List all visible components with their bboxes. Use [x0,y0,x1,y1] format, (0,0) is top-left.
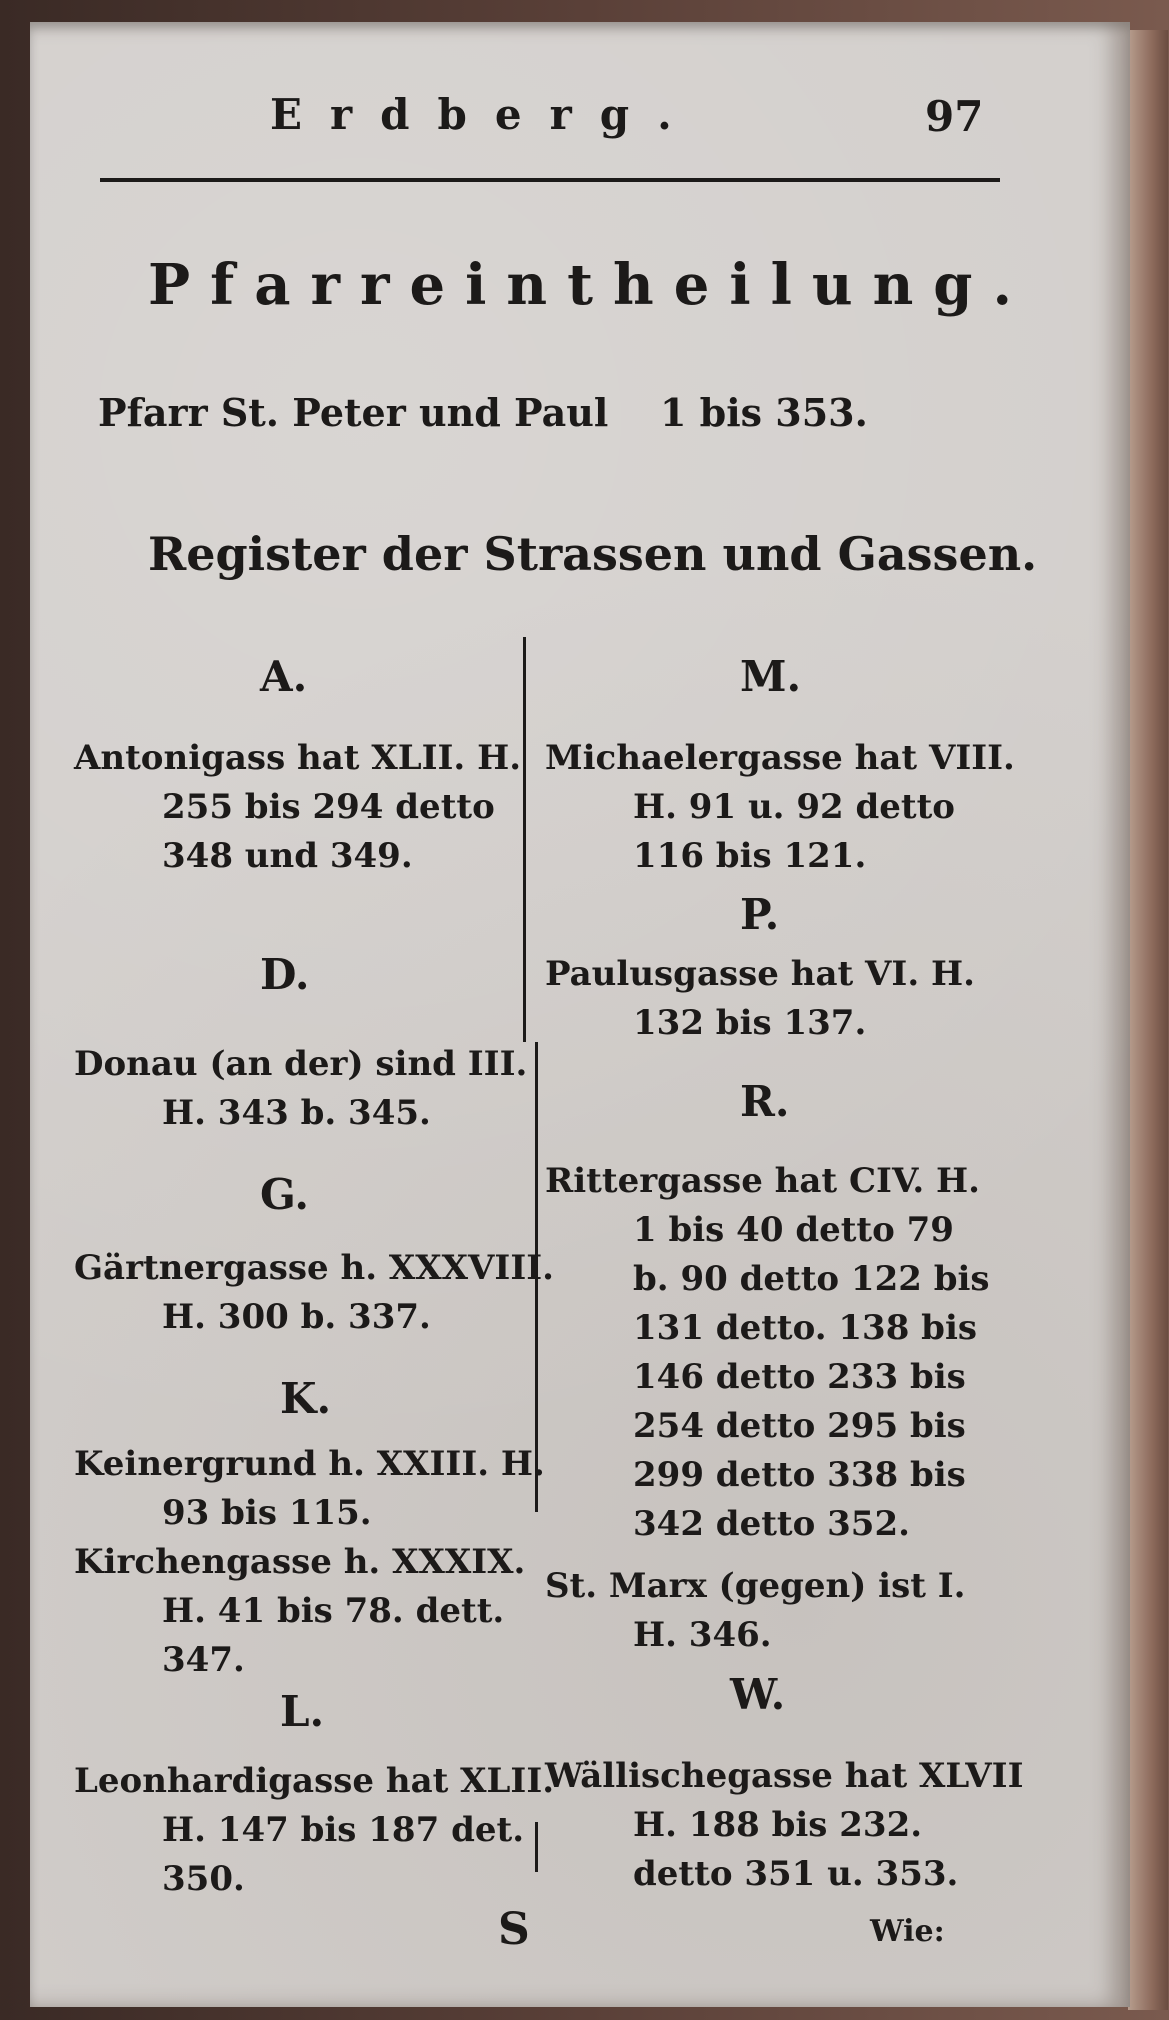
entry-line: Leonhardigasse hat XLII. [74,1761,555,1801]
entry-line: Kirchengasse h. XXXIX. [74,1542,526,1582]
signature-mark: S [498,1904,530,1955]
entry-line: H. 300 b. 337. [162,1297,431,1337]
section-letter-g: G. [260,1170,309,1219]
entry-line: H. 41 bis 78. dett. [162,1591,505,1631]
entry-line: Rittergasse hat CIV. H. [545,1161,981,1201]
entry-paulusgasse [545,950,975,1048]
entry-line: Paulusgasse hat VI. H. [545,954,975,994]
entry-gaertnergasse [74,1244,554,1342]
entry-line: 254 detto 295 bis [633,1406,966,1446]
section-letter-l: L. [280,1687,325,1736]
entry-donau [74,1040,527,1138]
entry-line: Wällischegasse hat XLVII [545,1756,1024,1796]
page-title: Pfarreintheilung. [148,252,1032,318]
entry-line: 347. [162,1640,245,1680]
entry-line: b. 90 detto 122 bis [633,1259,990,1299]
entry-line: Donau (an der) sind III. [74,1044,528,1084]
section-letter-m: M. [740,652,802,701]
entry-line: 146 detto 233 bis [633,1357,966,1397]
entry-line: St. Marx (gegen) ist I. [545,1566,966,1606]
entry-rittergasse [545,1157,990,1549]
entry-line: H. 346. [633,1615,772,1655]
parish-range: 1 bis 353. [660,390,868,435]
entry-leonhardigasse [74,1757,554,1904]
entry-line: 342 detto 352. [633,1504,910,1544]
column-divider-upper [523,637,526,1042]
entry-line: Gärtnergasse h. XXXVIII. [74,1248,554,1288]
entry-line: 299 detto 338 bis [633,1455,966,1495]
entry-line: 348 und 349. [162,836,413,876]
section-letter-d: D. [260,950,310,999]
entry-line: Antonigass hat XLII. H. [74,738,522,778]
page-number: 97 [925,92,984,141]
entry-line: H. 343 b. 345. [162,1093,431,1133]
entry-line: 255 bis 294 detto [162,787,495,827]
header-rule [100,178,1000,182]
entry-st-marx [545,1562,966,1660]
entry-line: H. 188 bis 232. [633,1805,923,1845]
entry-kirchengasse [74,1538,525,1685]
running-title: Erdberg. [270,90,700,139]
parish-name: Pfarr St. Peter und Paul [98,390,609,435]
book-page [30,22,1130,2007]
entry-line: 350. [162,1859,245,1899]
entry-line: 131 detto. 138 bis [633,1308,978,1348]
entry-waellischegasse [545,1752,1024,1899]
section-letter-w: W. [730,1670,786,1719]
entry-line: detto 351 u. 353. [633,1854,959,1894]
register-title: Register der Strassen und Gassen. [148,527,1038,581]
entry-line: 1 bis 40 detto 79 [633,1210,954,1250]
entry-line: 93 bis 115. [162,1493,372,1533]
entry-antonigass [74,734,521,881]
entry-line: 132 bis 137. [633,1003,867,1043]
catchword: Wie: [870,1914,945,1949]
section-letter-k: K. [280,1374,332,1423]
entry-line: H. 147 bis 187 det. [162,1810,525,1850]
section-letter-p: P. [740,890,780,939]
entry-line: 116 bis 121. [633,836,867,876]
section-letter-r: R. [740,1077,790,1126]
section-letter-a: A. [260,652,308,701]
entry-line: Keinergrund h. XXIII. H. [74,1444,545,1484]
entry-line: H. 91 u. 92 detto [633,787,955,827]
entry-keinergrund [74,1440,545,1538]
entry-line: Michaelergasse hat VIII. [545,738,1015,778]
entry-michaelergasse [545,734,1015,881]
page-edge [1128,30,1168,2010]
